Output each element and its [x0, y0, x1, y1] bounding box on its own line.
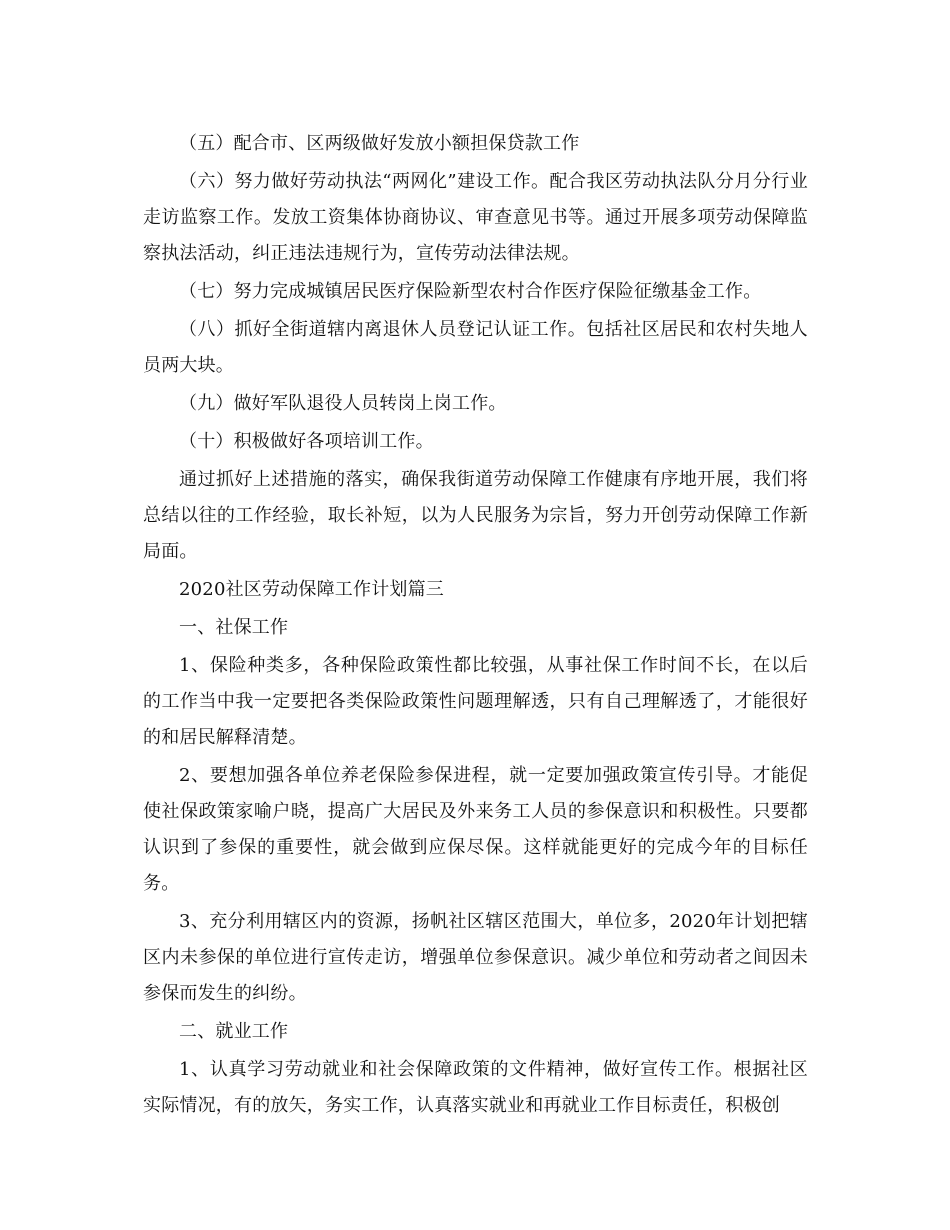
paragraph-employment-1: 1、认真学习劳动就业和社会保障政策的文件精神，做好宣传工作。根据社区实际情况，有的放矢，务实工作，认真落实就业和再就业工作目标责任，积极创 — [143, 1059, 808, 1116]
paragraph-social-2: 2、要想加强各单位养老保险参保进程，就一定要加强政策宣传引导。才能促使社保政策家喻户晓，提高广大居民及外来务工人员的参保意识和积极性。只要都认识到了参保的重要性，就会做到应保尽保。这样就能更好的完成今年的目标任务。 — [143, 765, 808, 894]
paragraph-item-8: （八）抓好全街道辖内离退休人员登记认证工作。包括社区居民和农村失地人员两大块。 — [143, 319, 808, 376]
paragraph-conclusion: 通过抓好上述措施的落实，确保我街道劳动保障工作健康有序地开展，我们将总结以往的工作经验，取长补短，以为人民服务为宗旨，努力开创劳动保障工作新局面。 — [143, 469, 808, 562]
paragraph-item-6: （六）努力做好劳动执法“两网化”建设工作。配合我区劳动执法队分月分行业走访监察工作。发放工资集体协商协议、审查意见书等。通过开展多项劳动保障监察执法活动，纠正违法违规行为，宣传劳动法律法规。 — [143, 171, 808, 264]
paragraph-item-9: （九）做好军队退役人员转岗上岗工作。 — [179, 393, 507, 414]
section-heading-social-insurance: 一、社保工作 — [179, 617, 289, 638]
paragraph-item-10: （十）积极做好各项培训工作。 — [179, 431, 434, 452]
paragraph-item-5: （五）配合市、区两级做好发放小额担保贷款工作 — [179, 133, 580, 154]
paragraph-social-1: 1、保险种类多，各种保险政策性都比较强，从事社保工作时间不长，在以后的工作当中我一定要把各类保险政策性问题理解透，只有自己理解透了，才能很好的和居民解释清楚。 — [143, 655, 808, 748]
document-body — [143, 126, 808, 1126]
section-heading-employment: 二、就业工作 — [179, 1021, 289, 1042]
paragraph-item-7: （七）努力完成城镇居民医疗保险新型农村合作医疗保险征缴基金工作。 — [179, 281, 762, 302]
section-title: 2020社区劳动保障工作计划篇三 — [179, 579, 445, 600]
paragraph-social-3: 3、充分利用辖区内的资源，扬帆社区辖区范围大，单位多，2020年计划把辖区内未参保的单位进行宣传走访，增强单位参保意识。减少单位和劳动者之间因未参保而发生的纠纷。 — [143, 911, 808, 1004]
